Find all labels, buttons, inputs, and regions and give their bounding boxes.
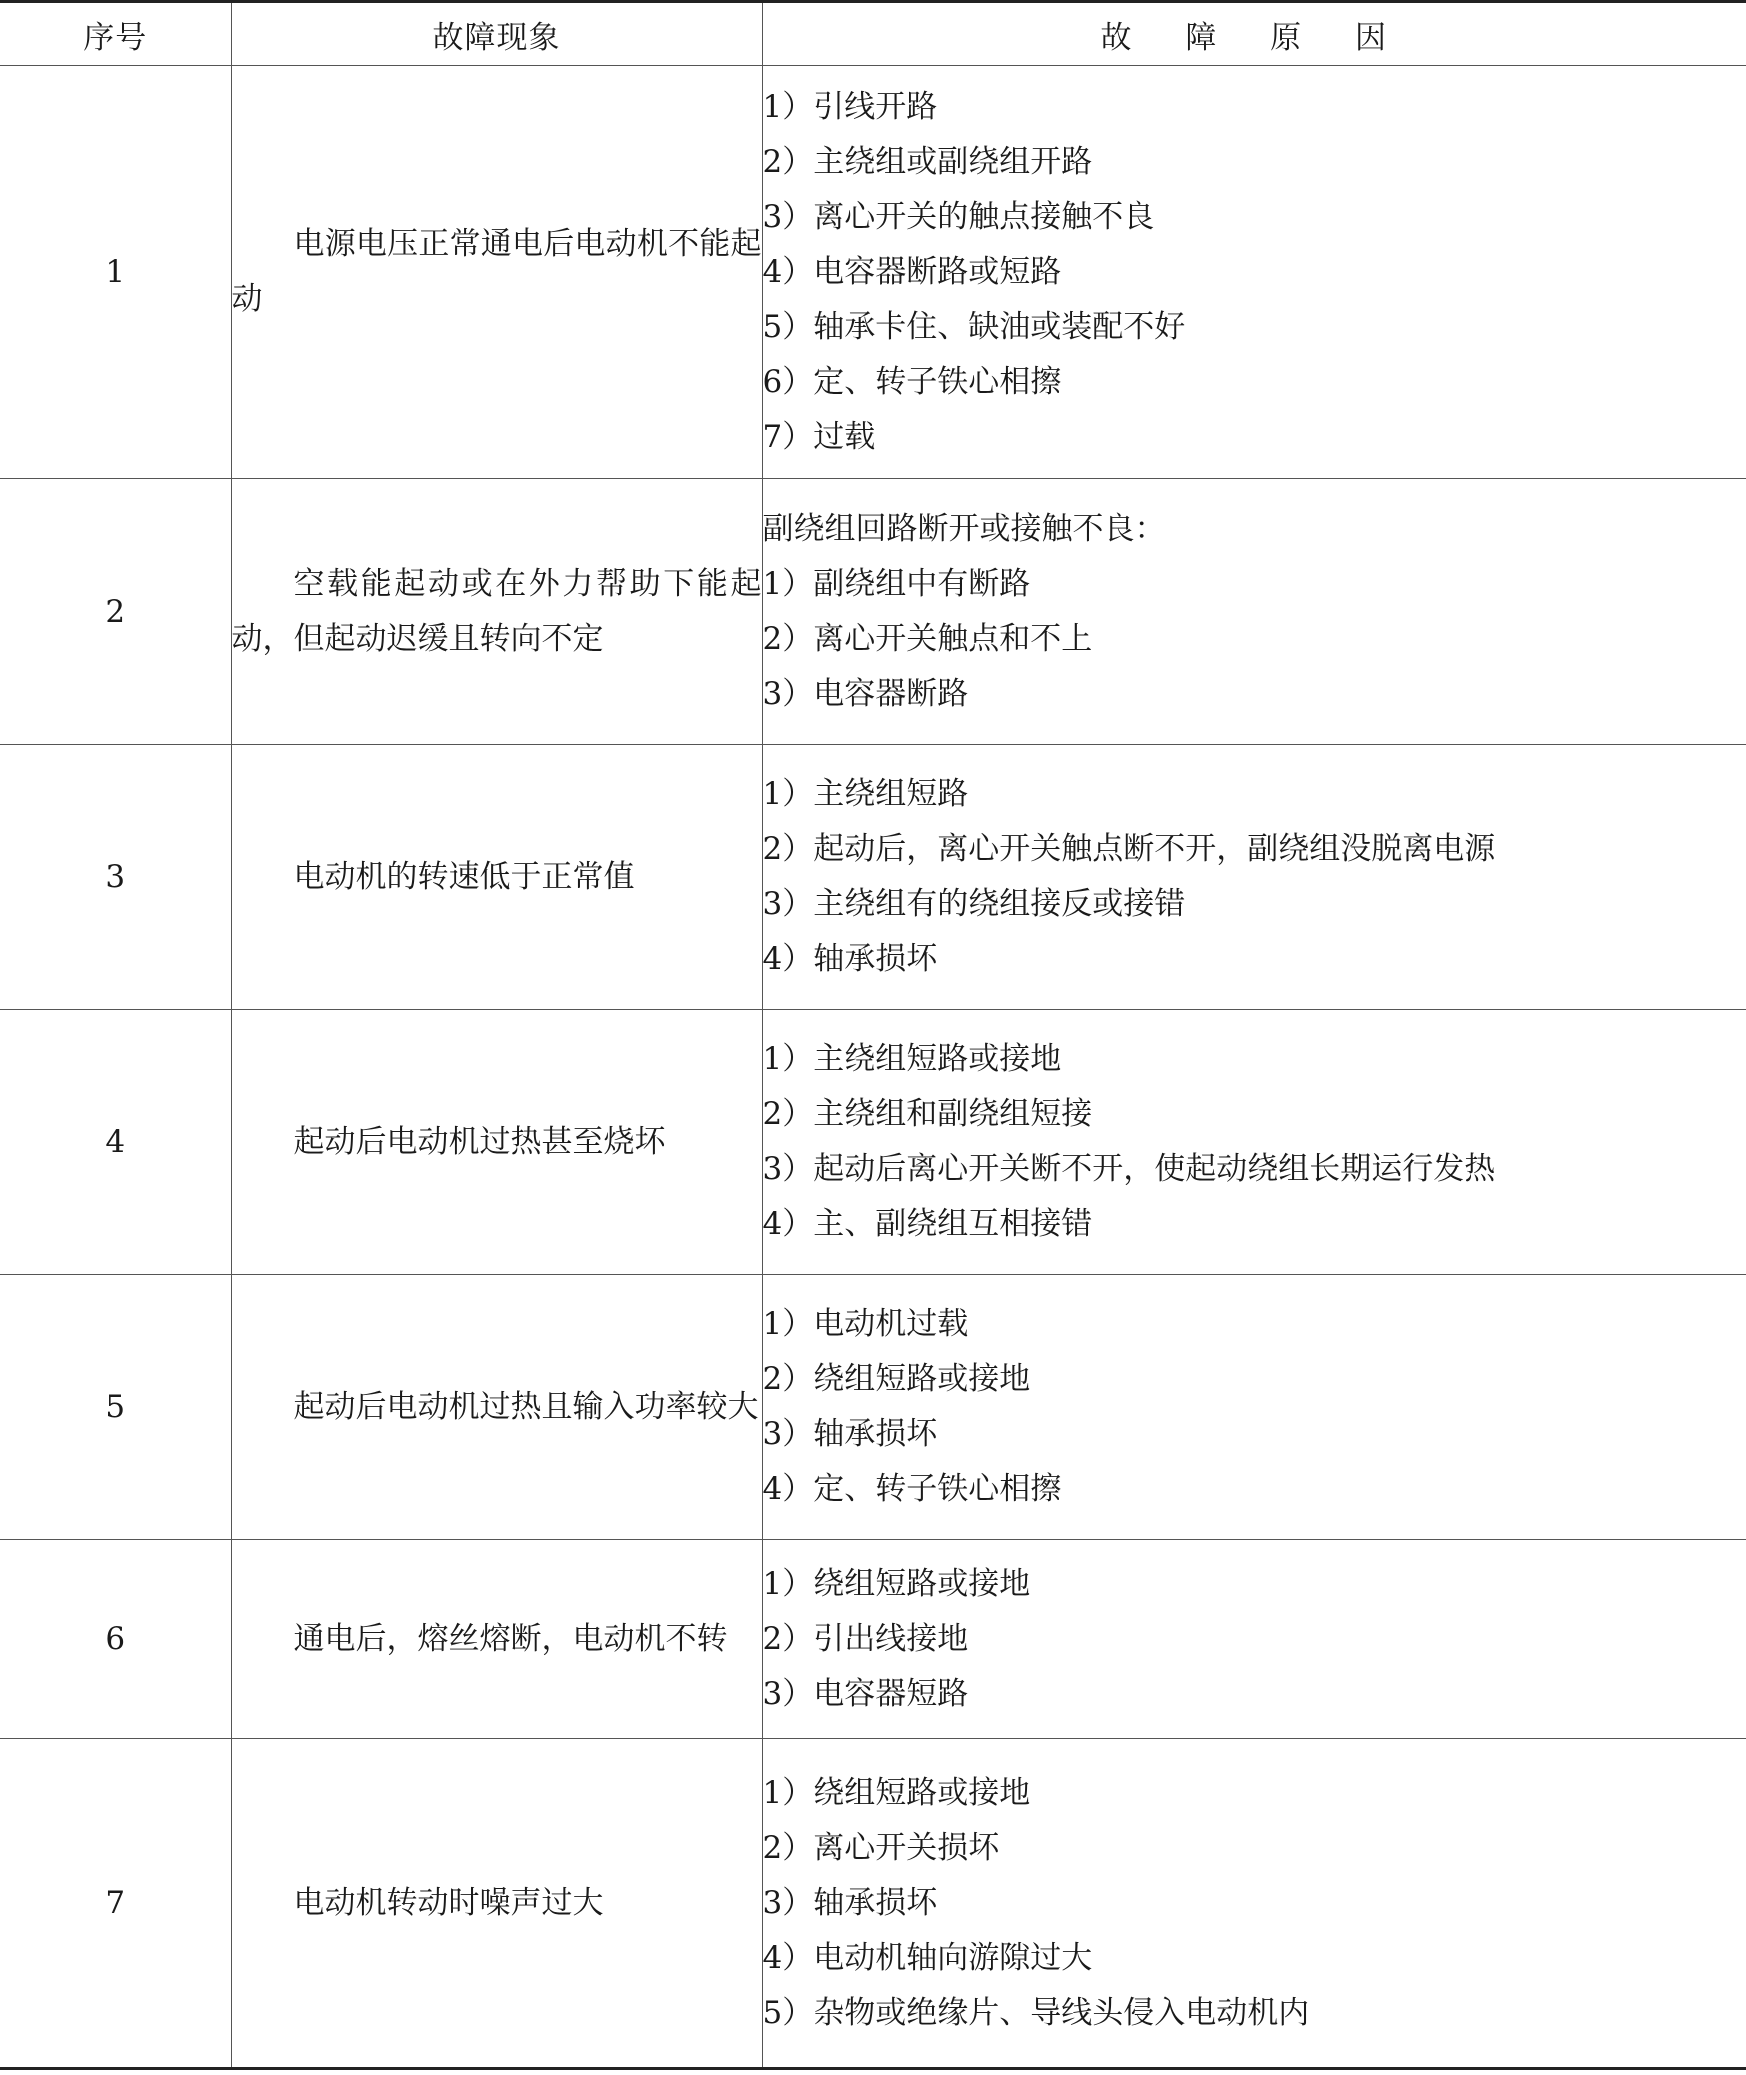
fault-cause-item: 2）引出线接地 <box>762 1620 969 1657</box>
table-body <box>0 66 1746 2069</box>
fault-cause-item: 7）过载 <box>762 418 876 455</box>
fault-symptom-cell <box>231 1275 762 1540</box>
fault-cause-list <box>762 1540 1746 1739</box>
table-row <box>0 66 1746 479</box>
fault-cause-item: 5）轴承卡住、缺油或装配不好 <box>762 308 1186 345</box>
fault-cause-item: 3）电容器断路 <box>762 675 969 712</box>
fault-cause-item: 4）轴承损坏 <box>762 941 938 977</box>
fault-symptom-cell <box>231 1739 762 2069</box>
fault-cause-item: 5）杂物或绝缘片、导线头侵入电动机内 <box>762 1994 1310 2031</box>
row-number: 6 <box>0 1540 231 1739</box>
fault-symptom: 电动机转动时噪声过大 <box>293 1884 604 1921</box>
fault-symptom: 起动后电动机过热甚至烧坏 <box>293 1123 666 1160</box>
fault-symptom-cell <box>231 479 762 745</box>
fault-cause-item: 6）定、转子铁心相擦 <box>762 363 1062 400</box>
fault-cause-item: 2）主绕组和副绕组短接 <box>762 1096 1093 1132</box>
fault-cause-item: 2）起动后，离心开关触点断不开，副绕组没脱离电源 <box>762 831 1496 867</box>
fault-cause-item: 3）主绕组有的绕组接反或接错 <box>762 886 1186 922</box>
table-row <box>0 1010 1746 1275</box>
table-row <box>0 1739 1746 2069</box>
fault-symptom-cell <box>231 1010 762 1275</box>
fault-cause-item: 1）绕组短路或接地 <box>762 1774 1031 1811</box>
fault-cause-item: 3）电容器短路 <box>762 1675 969 1712</box>
fault-cause-item: 4）电动机轴向游隙过大 <box>762 1939 1093 1976</box>
fault-symptom: 通电后，熔丝熔断，电动机不转 <box>293 1620 728 1657</box>
row-number: 3 <box>0 745 231 1010</box>
table-row <box>0 479 1746 745</box>
row-number: 5 <box>0 1275 231 1540</box>
row-number: 4 <box>0 1010 231 1275</box>
table-header <box>0 2 1746 66</box>
fault-symptom: 电源电压正常通电后电动机不能起动 <box>231 226 762 317</box>
fault-symptom-cell <box>231 745 762 1010</box>
fault-cause-item: 1）绕组短路或接地 <box>762 1565 1031 1602</box>
fault-cause-item: 3）轴承损坏 <box>762 1416 938 1452</box>
fault-symptom: 电动机的转速低于正常值 <box>293 858 635 895</box>
fault-cause-item: 3）离心开关的触点接触不良 <box>762 198 1155 235</box>
fault-cause-item: 1）引线开路 <box>762 88 938 125</box>
header-row <box>0 2 1746 66</box>
fault-cause-item: 3）轴承损坏 <box>762 1884 938 1921</box>
table-row <box>0 745 1746 1010</box>
fault-cause-item: 1）主绕组短路或接地 <box>762 1041 1062 1077</box>
fault-cause-list <box>762 1010 1746 1275</box>
fault-cause-item: 4）定、转子铁心相擦 <box>762 1471 1062 1507</box>
fault-symptom: 起动后电动机过热且输入功率较大 <box>293 1388 759 1425</box>
fault-cause-item: 2）离心开关损坏 <box>762 1829 1000 1866</box>
fault-cause-list <box>762 479 1746 745</box>
fault-cause-list <box>762 66 1746 479</box>
fault-cause-item: 2）离心开关触点和不上 <box>762 620 1093 657</box>
header-symptom: 故障现象 <box>231 2 762 66</box>
fault-cause-item: 2）绕组短路或接地 <box>762 1361 1031 1397</box>
header-cause: 故 障 原 因 <box>762 2 1746 66</box>
header-number: 序号 <box>0 2 231 66</box>
fault-symptom: 空载能起动或在外力帮助下能起动，但起动迟缓且转向不定 <box>231 565 762 657</box>
fault-cause-item: 1）电动机过载 <box>762 1306 969 1342</box>
fault-symptom-cell <box>231 66 762 479</box>
row-number: 2 <box>0 479 231 745</box>
fault-cause-item: 副绕组回路断开或接触不良： <box>762 510 1166 547</box>
table-row <box>0 1540 1746 1739</box>
fault-cause-item: 1）副绕组中有断路 <box>762 565 1031 602</box>
fault-cause-list <box>762 1275 1746 1540</box>
fault-cause-item: 4）主、副绕组互相接错 <box>762 1206 1093 1242</box>
fault-symptom-cell <box>231 1540 762 1739</box>
table-row <box>0 1275 1746 1540</box>
fault-cause-list <box>762 1739 1746 2069</box>
fault-cause-item: 3）起动后离心开关断不开，使起动绕组长期运行发热 <box>762 1151 1496 1187</box>
fault-cause-item: 2）主绕组或副绕组开路 <box>762 143 1093 180</box>
fault-cause-list <box>762 745 1746 1010</box>
row-number: 1 <box>0 66 231 479</box>
row-number: 7 <box>0 1739 231 2069</box>
fault-cause-item: 4）电容器断路或短路 <box>762 253 1062 290</box>
fault-cause-item: 1）主绕组短路 <box>762 776 969 812</box>
